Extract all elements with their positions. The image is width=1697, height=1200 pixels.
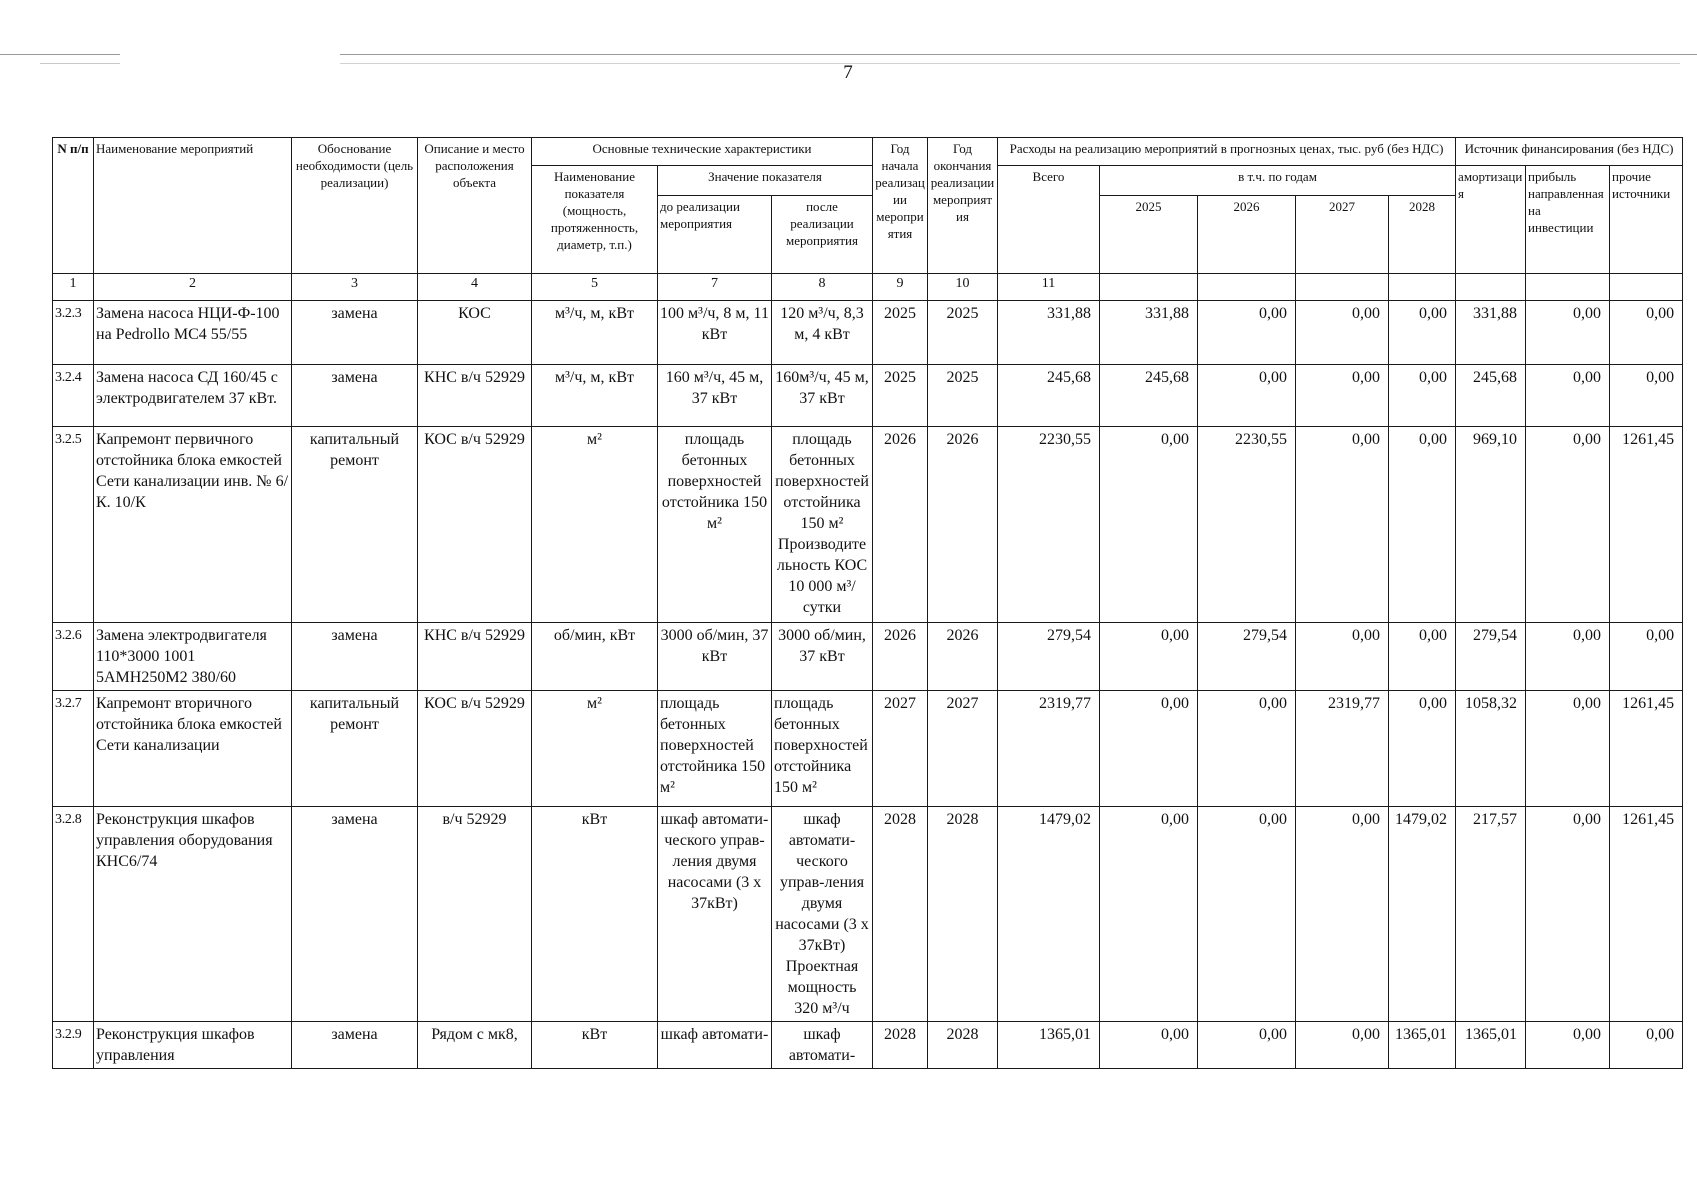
- row-before-value: площадь бетонных поверхностей отстойника 150 м²: [658, 691, 772, 807]
- column-number: 9: [873, 274, 928, 301]
- row-end-year: 2026: [928, 427, 998, 623]
- row-cost-2026: 0,00: [1198, 365, 1296, 427]
- row-reason: замена: [292, 301, 418, 365]
- row-end-year: 2026: [928, 623, 998, 691]
- header-location: Описание и место расположения объекта: [418, 138, 532, 274]
- column-number: 11: [998, 274, 1100, 301]
- row-indicator: кВт: [532, 807, 658, 1022]
- row-cost-2027: 0,00: [1296, 301, 1389, 365]
- row-start-year: 2025: [873, 301, 928, 365]
- header-start-year: Год начала реализации мероприятия: [873, 138, 928, 274]
- row-profit: 0,00: [1526, 365, 1610, 427]
- row-before-value: шкаф автомати-: [658, 1022, 772, 1069]
- table-row: [53, 623, 1683, 691]
- header-year-2025: 2025: [1100, 196, 1198, 274]
- row-location: Рядом с мк8,: [418, 1022, 532, 1069]
- row-number: 3.2.4: [53, 365, 94, 427]
- header-reason: Обоснование необходимости (цель реализации): [292, 138, 418, 274]
- row-number: 3.2.3: [53, 301, 94, 365]
- row-amortization: 1058,32: [1456, 691, 1526, 807]
- scan-artifact-line: [40, 63, 120, 64]
- row-amortization: 279,54: [1456, 623, 1526, 691]
- header-indicator: Наименование показателя (мощность, протяженность, диаметр, т.п.): [532, 166, 658, 274]
- table-row: [53, 691, 1683, 807]
- row-location: КОС в/ч 52929: [418, 691, 532, 807]
- header-other: прочие источники: [1610, 166, 1683, 274]
- row-amortization: 969,10: [1456, 427, 1526, 623]
- row-other-sources: 0,00: [1610, 365, 1683, 427]
- row-name: Замена электродвигателя 110*3000 1001 5АМН250М2 380/60: [94, 623, 292, 691]
- column-number: [1610, 274, 1683, 301]
- row-end-year: 2025: [928, 365, 998, 427]
- scan-artifact-line: [340, 63, 1680, 64]
- header-name: Наименование мероприятий: [94, 138, 292, 274]
- row-number: 3.2.8: [53, 807, 94, 1022]
- column-number: [1198, 274, 1296, 301]
- row-before-value: 100 м³/ч, 8 м, 11 кВт: [658, 301, 772, 365]
- row-end-year: 2025: [928, 301, 998, 365]
- row-before-value: площадь бетонных поверхностей отстойника 150 м²: [658, 427, 772, 623]
- row-total: 2230,55: [998, 427, 1100, 623]
- column-number: 3: [292, 274, 418, 301]
- column-number: 2: [94, 274, 292, 301]
- row-cost-2028: 0,00: [1389, 691, 1456, 807]
- header-funding-group: Источник финансирования (без НДС): [1456, 138, 1683, 166]
- table-row: [53, 1022, 1683, 1069]
- row-name: Реконструкция шкафов управления: [94, 1022, 292, 1069]
- row-before-value: 3000 об/мин, 37 кВт: [658, 623, 772, 691]
- row-cost-2026: 0,00: [1198, 1022, 1296, 1069]
- row-indicator: м³/ч, м, кВт: [532, 365, 658, 427]
- header-year-2028: 2028: [1389, 196, 1456, 274]
- column-number: 8: [772, 274, 873, 301]
- row-cost-2026: 0,00: [1198, 807, 1296, 1022]
- row-start-year: 2026: [873, 623, 928, 691]
- table-row: [53, 427, 1683, 623]
- row-number: 3.2.7: [53, 691, 94, 807]
- header-end-year: Год окончания реализации мероприятия: [928, 138, 998, 274]
- row-cost-2027: 0,00: [1296, 427, 1389, 623]
- row-other-sources: 0,00: [1610, 623, 1683, 691]
- row-start-year: 2026: [873, 427, 928, 623]
- row-cost-2026: 0,00: [1198, 301, 1296, 365]
- row-total: 245,68: [998, 365, 1100, 427]
- row-start-year: 2025: [873, 365, 928, 427]
- row-cost-2025: 331,88: [1100, 301, 1198, 365]
- row-location: КНС в/ч 52929: [418, 365, 532, 427]
- row-cost-2026: 0,00: [1198, 691, 1296, 807]
- table-row: [53, 301, 1683, 365]
- row-number: 3.2.5: [53, 427, 94, 623]
- header-year-2026: 2026: [1198, 196, 1296, 274]
- table-body: [53, 301, 1683, 1069]
- row-name: Капремонт первичного отстойника блока емкостей Сети канализации инв. № 6/К. 10/К: [94, 427, 292, 623]
- row-indicator: м²: [532, 427, 658, 623]
- column-number: 7: [658, 274, 772, 301]
- row-profit: 0,00: [1526, 427, 1610, 623]
- header-amort: амортизация: [1456, 166, 1526, 274]
- row-name: Замена насоса НЦИ-Ф-100 на Pedrollo MC4 55/55: [94, 301, 292, 365]
- investment-plan-table: [52, 137, 1683, 1069]
- row-profit: 0,00: [1526, 623, 1610, 691]
- header-value-group: Значение показателя: [658, 166, 873, 196]
- header-tech-group: Основные технические характеристики: [532, 138, 873, 166]
- row-start-year: 2028: [873, 807, 928, 1022]
- row-indicator: об/мин, кВт: [532, 623, 658, 691]
- row-cost-2025: 0,00: [1100, 807, 1198, 1022]
- row-profit: 0,00: [1526, 691, 1610, 807]
- row-indicator: кВт: [532, 1022, 658, 1069]
- row-after-value: 120 м³/ч, 8,3 м, 4 кВт: [772, 301, 873, 365]
- row-amortization: 331,88: [1456, 301, 1526, 365]
- row-start-year: 2027: [873, 691, 928, 807]
- column-number: [1100, 274, 1198, 301]
- row-total: 1365,01: [998, 1022, 1100, 1069]
- column-number: [1456, 274, 1526, 301]
- row-end-year: 2028: [928, 1022, 998, 1069]
- row-reason: капитальный ремонт: [292, 691, 418, 807]
- row-total: 2319,77: [998, 691, 1100, 807]
- row-cost-2028: 0,00: [1389, 427, 1456, 623]
- page-number: 7: [843, 62, 853, 83]
- row-reason: замена: [292, 1022, 418, 1069]
- row-after-value: шкаф автомати-: [772, 1022, 873, 1069]
- header-after: после реализации мероприятия: [772, 196, 873, 274]
- row-cost-2026: 279,54: [1198, 623, 1296, 691]
- row-total: 331,88: [998, 301, 1100, 365]
- row-location: КОС в/ч 52929: [418, 427, 532, 623]
- header-costs-group: Расходы на реализацию мероприятий в прогнозных ценах, тыс. руб (без НДС): [998, 138, 1456, 166]
- row-amortization: 217,57: [1456, 807, 1526, 1022]
- header-year-2027: 2027: [1296, 196, 1389, 274]
- row-reason: замена: [292, 365, 418, 427]
- header-num: N п/п: [53, 138, 94, 274]
- column-number: 1: [53, 274, 94, 301]
- row-before-value: 160 м³/ч, 45 м, 37 кВт: [658, 365, 772, 427]
- row-cost-2027: 0,00: [1296, 807, 1389, 1022]
- row-cost-2027: 0,00: [1296, 623, 1389, 691]
- table-row: [53, 365, 1683, 427]
- row-cost-2027: 2319,77: [1296, 691, 1389, 807]
- row-location: КОС: [418, 301, 532, 365]
- row-other-sources: 0,00: [1610, 301, 1683, 365]
- row-indicator: м³/ч, м, кВт: [532, 301, 658, 365]
- column-number: 5: [532, 274, 658, 301]
- row-cost-2028: 0,00: [1389, 365, 1456, 427]
- row-amortization: 1365,01: [1456, 1022, 1526, 1069]
- row-after-value: площадь бетонных поверхностей отстойника 150 м² Производительность КОС 10 000 м³/сутки: [772, 427, 873, 623]
- header-by-year-group: в т.ч. по годам: [1100, 166, 1456, 196]
- row-profit: 0,00: [1526, 1022, 1610, 1069]
- column-number: [1526, 274, 1610, 301]
- row-reason: замена: [292, 623, 418, 691]
- scan-artifact-line: [340, 54, 1697, 55]
- row-other-sources: 1261,45: [1610, 427, 1683, 623]
- row-cost-2025: 0,00: [1100, 427, 1198, 623]
- row-end-year: 2028: [928, 807, 998, 1022]
- table-row: [53, 807, 1683, 1022]
- row-cost-2025: 0,00: [1100, 623, 1198, 691]
- row-other-sources: 1261,45: [1610, 807, 1683, 1022]
- row-cost-2027: 0,00: [1296, 1022, 1389, 1069]
- row-cost-2027: 0,00: [1296, 365, 1389, 427]
- column-number: 4: [418, 274, 532, 301]
- header-profit: прибыль направленная на инвестиции: [1526, 166, 1610, 274]
- row-name: Замена насоса СД 160/45 с электродвигателем 37 кВт.: [94, 365, 292, 427]
- row-profit: 0,00: [1526, 301, 1610, 365]
- row-cost-2026: 2230,55: [1198, 427, 1296, 623]
- row-cost-2028: 0,00: [1389, 301, 1456, 365]
- column-number-row: [53, 274, 1683, 301]
- row-before-value: шкаф автомати-ческого управ-ления двумя насосами (3 х 37кВт): [658, 807, 772, 1022]
- row-end-year: 2027: [928, 691, 998, 807]
- header-total: Всего: [998, 166, 1100, 274]
- row-after-value: шкаф автомати-ческого управ-ления двумя насосами (3 х 37кВт) Проектная мощность 320 м³/ч: [772, 807, 873, 1022]
- row-amortization: 245,68: [1456, 365, 1526, 427]
- row-reason: замена: [292, 807, 418, 1022]
- row-other-sources: 1261,45: [1610, 691, 1683, 807]
- row-location: КНС в/ч 52929: [418, 623, 532, 691]
- row-cost-2025: 0,00: [1100, 691, 1198, 807]
- row-indicator: м²: [532, 691, 658, 807]
- row-number: 3.2.6: [53, 623, 94, 691]
- row-cost-2025: 0,00: [1100, 1022, 1198, 1069]
- row-name: Капремонт вторичного отстойника блока емкостей Сети канализации: [94, 691, 292, 807]
- row-total: 279,54: [998, 623, 1100, 691]
- row-after-value: 160м³/ч, 45 м, 37 кВт: [772, 365, 873, 427]
- row-cost-2028: 1479,02: [1389, 807, 1456, 1022]
- column-number: [1296, 274, 1389, 301]
- row-total: 1479,02: [998, 807, 1100, 1022]
- row-profit: 0,00: [1526, 807, 1610, 1022]
- row-cost-2028: 0,00: [1389, 623, 1456, 691]
- row-start-year: 2028: [873, 1022, 928, 1069]
- row-number: 3.2.9: [53, 1022, 94, 1069]
- row-name: Реконструкция шкафов управления оборудования КНС6/74: [94, 807, 292, 1022]
- column-number: [1389, 274, 1456, 301]
- scan-artifact-line: [0, 54, 120, 55]
- row-location: в/ч 52929: [418, 807, 532, 1022]
- row-reason: капитальный ремонт: [292, 427, 418, 623]
- header-before: до реализации мероприятия: [658, 196, 772, 274]
- row-other-sources: 0,00: [1610, 1022, 1683, 1069]
- row-cost-2025: 245,68: [1100, 365, 1198, 427]
- column-number: 10: [928, 274, 998, 301]
- row-after-value: площадь бетонных поверхностей отстойника 150 м²: [772, 691, 873, 807]
- row-cost-2028: 1365,01: [1389, 1022, 1456, 1069]
- row-after-value: 3000 об/мин, 37 кВт: [772, 623, 873, 691]
